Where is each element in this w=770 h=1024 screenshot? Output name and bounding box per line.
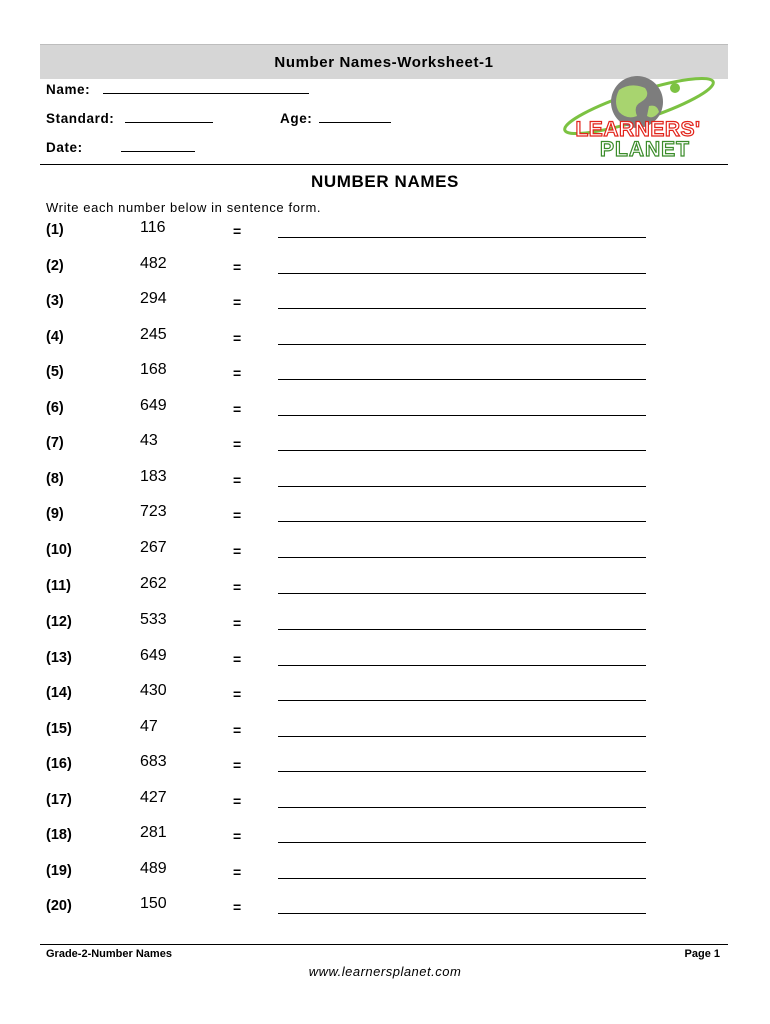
answer-line[interactable] (278, 842, 646, 843)
problem-number: (12) (46, 614, 72, 630)
header-divider (40, 164, 728, 165)
problem-row (0, 503, 770, 533)
problem-value: 47 (140, 717, 158, 735)
answer-line[interactable] (278, 415, 646, 416)
problem-row (0, 468, 770, 498)
answer-line[interactable] (278, 878, 646, 879)
answer-line[interactable] (278, 629, 646, 630)
answer-line[interactable] (278, 521, 646, 522)
equals-sign: = (233, 507, 242, 523)
problem-number: (20) (46, 898, 72, 914)
problem-value: 427 (140, 788, 167, 806)
footer-page-number: Page 1 (684, 948, 720, 960)
date-label: Date: (46, 140, 83, 155)
equals-sign: = (233, 223, 242, 239)
answer-line[interactable] (278, 557, 646, 558)
problem-row (0, 647, 770, 677)
problem-number: (2) (46, 257, 64, 274)
problem-row (0, 895, 770, 925)
problem-value: 168 (140, 361, 167, 378)
problem-number: (9) (46, 506, 64, 522)
problem-number: (14) (46, 685, 72, 701)
equals-sign: = (233, 471, 242, 488)
problem-value: 262 (140, 575, 167, 592)
problem-value: 245 (140, 325, 167, 343)
answer-line[interactable] (278, 486, 646, 487)
problem-value: 294 (140, 290, 167, 307)
equals-sign: = (233, 615, 242, 631)
equals-sign: = (233, 258, 242, 275)
equals-sign: = (233, 329, 242, 346)
problem-row (0, 611, 770, 641)
problem-value: 723 (140, 503, 167, 520)
problem-number: (13) (46, 650, 72, 666)
equals-sign: = (233, 579, 242, 595)
answer-line[interactable] (278, 913, 646, 914)
age-blank (319, 121, 391, 123)
equals-sign: = (233, 828, 242, 844)
problem-row (0, 326, 770, 356)
age-field (280, 111, 391, 126)
problem-number: (1) (46, 222, 64, 238)
problem-row (0, 219, 770, 249)
problem-value: 281 (140, 824, 167, 841)
equals-sign: = (233, 294, 242, 310)
name-blank (103, 92, 309, 94)
date-blank (121, 150, 195, 152)
problem-value: 482 (140, 254, 167, 272)
standard-blank (125, 121, 213, 123)
answer-line[interactable] (278, 736, 646, 737)
problem-number: (5) (46, 364, 64, 380)
answer-line[interactable] (278, 344, 646, 345)
problem-row (0, 255, 770, 285)
problem-row (0, 539, 770, 569)
answer-line[interactable] (278, 593, 646, 594)
equals-sign: = (233, 899, 242, 915)
problem-value: 683 (140, 753, 167, 770)
equals-sign: = (233, 686, 242, 702)
name-label: Name: (46, 82, 91, 97)
answer-line[interactable] (278, 379, 646, 380)
problem-row (0, 432, 770, 462)
logo-graphic (553, 76, 723, 164)
problem-row (0, 718, 770, 748)
standard-field (46, 111, 213, 126)
problem-number: (8) (46, 470, 64, 487)
answer-line[interactable] (278, 807, 646, 808)
problem-row (0, 860, 770, 890)
problem-number: (3) (46, 293, 64, 309)
logo-text-line1: LEARNERS' (575, 118, 701, 141)
instructions-text: Write each number below in sentence form. (46, 200, 322, 215)
problem-number: (11) (46, 578, 71, 594)
problem-row (0, 290, 770, 320)
answer-line[interactable] (278, 273, 646, 274)
problem-row (0, 575, 770, 605)
problem-number: (19) (46, 862, 72, 879)
problem-row (0, 789, 770, 819)
equals-sign: = (233, 651, 242, 667)
equals-sign: = (233, 721, 242, 738)
problem-row (0, 682, 770, 712)
equals-sign: = (233, 792, 242, 809)
problem-value: 116 (140, 219, 166, 236)
learners-planet-logo (553, 76, 723, 164)
problem-number: (4) (46, 328, 64, 345)
problem-value: 649 (140, 647, 167, 664)
problem-number: (7) (46, 435, 64, 451)
problem-value: 43 (140, 432, 158, 449)
footer-website-link[interactable]: www.learnersplanet.com (308, 964, 462, 979)
problem-number: (16) (46, 756, 72, 772)
problem-row (0, 753, 770, 783)
problem-row (0, 397, 770, 427)
problem-value: 430 (140, 682, 167, 699)
equals-sign: = (233, 400, 242, 417)
answer-line[interactable] (278, 450, 646, 451)
equals-sign: = (233, 542, 242, 559)
equals-sign: = (233, 365, 242, 381)
problem-value: 533 (140, 611, 167, 628)
worksheet-title: Number Names-Worksheet-1 (274, 54, 494, 71)
problem-value: 649 (140, 396, 167, 414)
name-field (46, 82, 309, 97)
problem-number: (6) (46, 399, 64, 416)
worksheet-header-bar (40, 44, 728, 79)
problem-value: 150 (140, 895, 167, 912)
footer-divider (40, 944, 728, 945)
problem-number: (10) (46, 541, 72, 558)
date-field (46, 140, 195, 155)
problem-number: (15) (46, 720, 72, 737)
equals-sign: = (233, 863, 242, 880)
answer-line[interactable] (278, 665, 646, 666)
equals-sign: = (233, 436, 242, 452)
section-title: NUMBER NAMES (311, 172, 459, 191)
logo-text-line2: PLANET (600, 138, 690, 161)
problem-number: (17) (46, 791, 72, 808)
answer-line[interactable] (278, 771, 646, 772)
answer-line[interactable] (278, 237, 646, 238)
equals-sign: = (233, 757, 242, 773)
problem-row (0, 824, 770, 854)
standard-label: Standard: (46, 111, 115, 126)
answer-line[interactable] (278, 308, 646, 309)
answer-line[interactable] (278, 700, 646, 701)
problem-value: 183 (140, 467, 167, 485)
problem-value: 267 (140, 538, 167, 556)
problem-row (0, 361, 770, 391)
footer-grade-label: Grade-2-Number Names (46, 948, 172, 960)
age-label: Age: (280, 111, 313, 126)
problem-value: 489 (140, 859, 167, 877)
problem-number: (18) (46, 827, 72, 843)
